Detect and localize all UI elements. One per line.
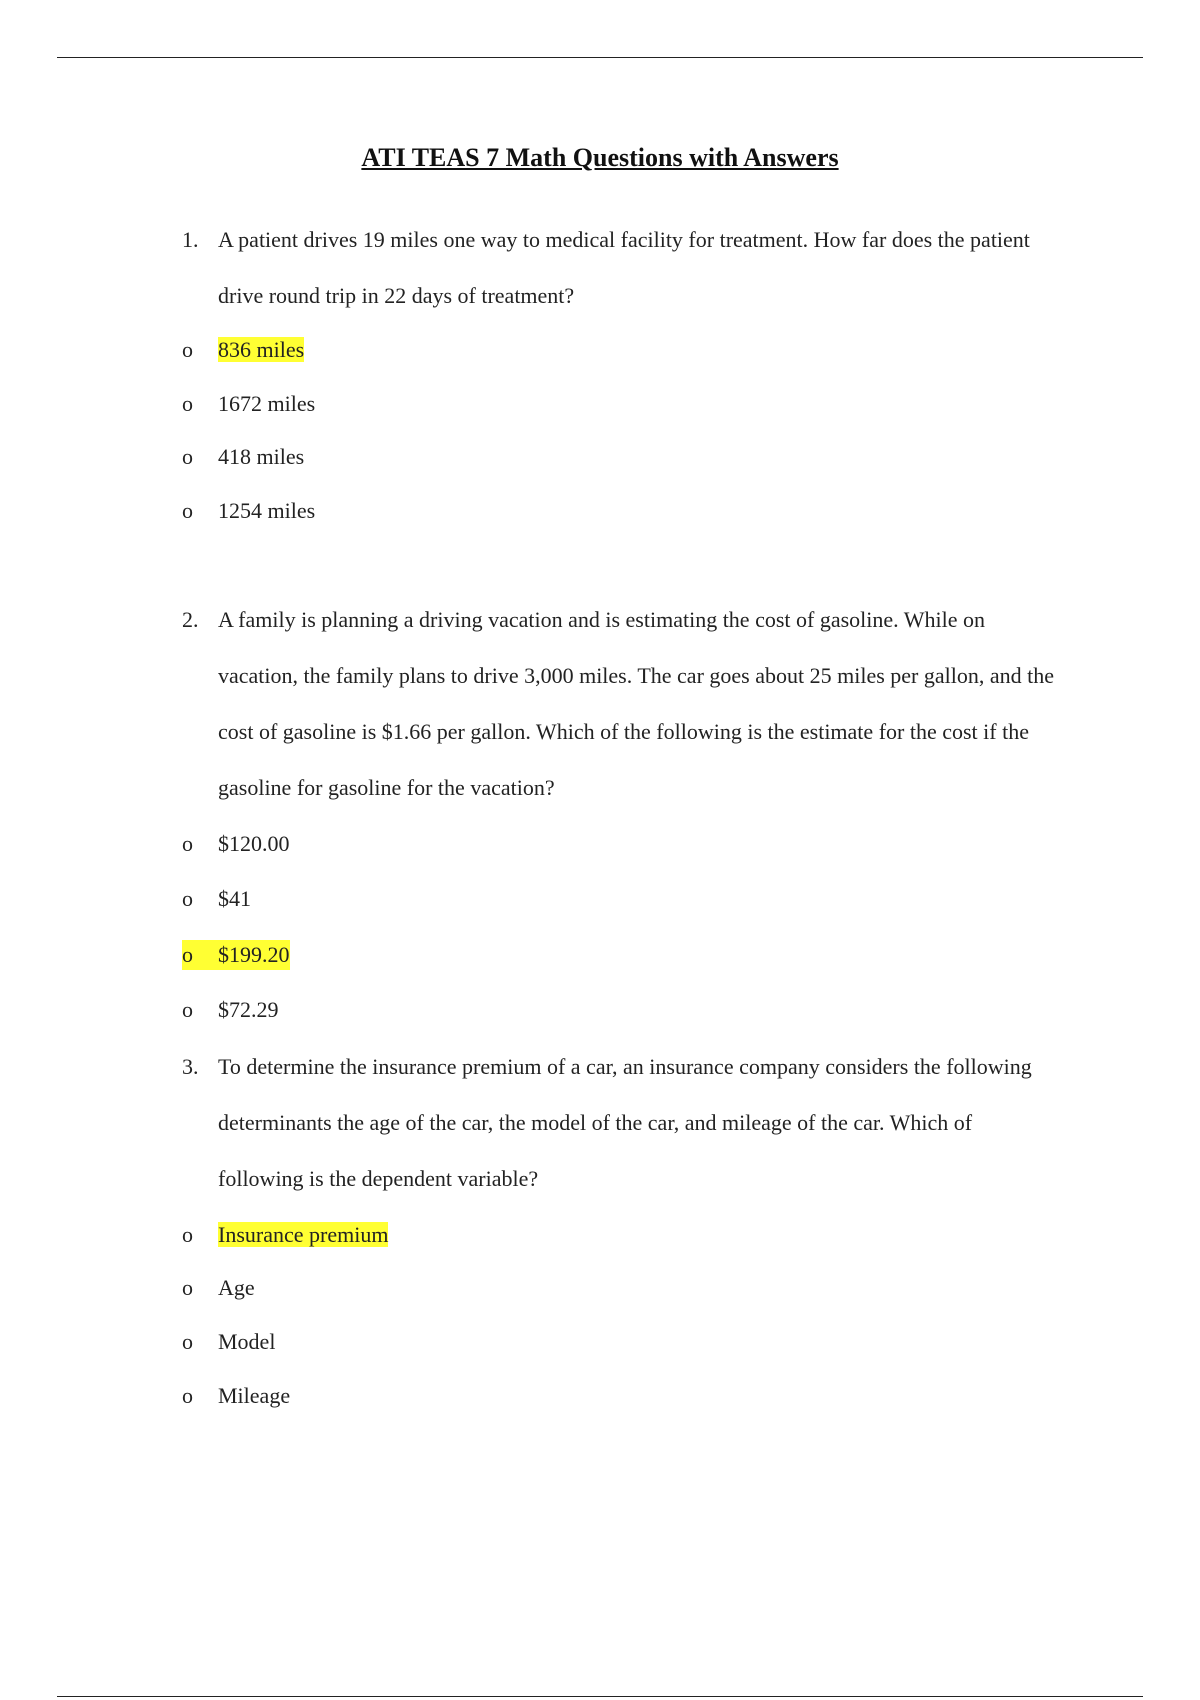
option-text: $72.29 — [218, 997, 279, 1022]
option-q2-c — [182, 940, 290, 970]
bullet-icon: o — [182, 1275, 193, 1300]
bullet-icon: o — [182, 337, 193, 362]
option-text: 418 miles — [218, 444, 305, 469]
option-q1-c — [182, 442, 304, 472]
option-text: $199.20 — [218, 942, 290, 967]
question-3 — [182, 1039, 1062, 1207]
option-q3-b — [182, 1273, 255, 1303]
question-1 — [182, 212, 1062, 324]
document-title: ATI TEAS 7 Math Questions with Answers — [361, 143, 839, 172]
bullet-icon: o — [182, 391, 193, 416]
option-q2-b — [182, 884, 251, 914]
bullet-icon: o — [182, 940, 218, 970]
option-text: $41 — [218, 886, 251, 911]
question-text: To determine the insurance premium of a car, an insurance company considers the following determinants the age of the car, the model of the car, and mileage of the car. Which of following is the dependent variable? — [218, 1054, 1032, 1191]
question-text: A patient drives 19 miles one way to medical facility for treatment. How far does the patient drive round trip in 22 days of treatment? — [218, 227, 1030, 308]
option-q2-d — [182, 995, 279, 1025]
option-q3-c — [182, 1327, 275, 1357]
option-text: 1254 miles — [218, 498, 316, 523]
bullet-icon: o — [182, 1222, 193, 1247]
option-q1-d — [182, 496, 315, 526]
option-text: Mileage — [218, 1383, 291, 1408]
question-2 — [182, 592, 1062, 816]
option-text: Model — [218, 1329, 276, 1354]
option-text: 1672 miles — [218, 391, 316, 416]
bullet-icon: o — [182, 831, 193, 856]
option-text: Insurance premium — [218, 1222, 389, 1247]
option-q2-a — [182, 829, 290, 859]
option-text: $120.00 — [218, 831, 290, 856]
option-text: Age — [218, 1275, 255, 1300]
option-q1-b — [182, 389, 315, 419]
question-number: 2. — [182, 607, 199, 632]
bullet-icon: o — [182, 444, 193, 469]
bullet-icon: o — [182, 498, 193, 523]
question-text: A family is planning a driving vacation and is estimating the cost of gasoline. While on vacation, the family plans to drive 3,000 miles. The car goes about 25 miles per gallon, and the cost of gasoline is $1.66 per gallon. Which of the following is the estimate for the cost if the gasoline for gasoline for the vacation? — [218, 607, 1054, 800]
option-q3-a — [182, 1220, 388, 1250]
option-text: 836 miles — [218, 337, 305, 362]
header-rule — [57, 57, 1143, 58]
bullet-icon: o — [182, 1383, 193, 1408]
bullet-icon: o — [182, 997, 193, 1022]
bullet-icon: o — [182, 886, 193, 911]
option-q1-a — [182, 335, 304, 365]
question-number: 1. — [182, 227, 199, 252]
bullet-icon: o — [182, 1329, 193, 1354]
option-q3-d — [182, 1381, 290, 1411]
footer-rule — [57, 1696, 1143, 1697]
question-number: 3. — [182, 1054, 199, 1079]
